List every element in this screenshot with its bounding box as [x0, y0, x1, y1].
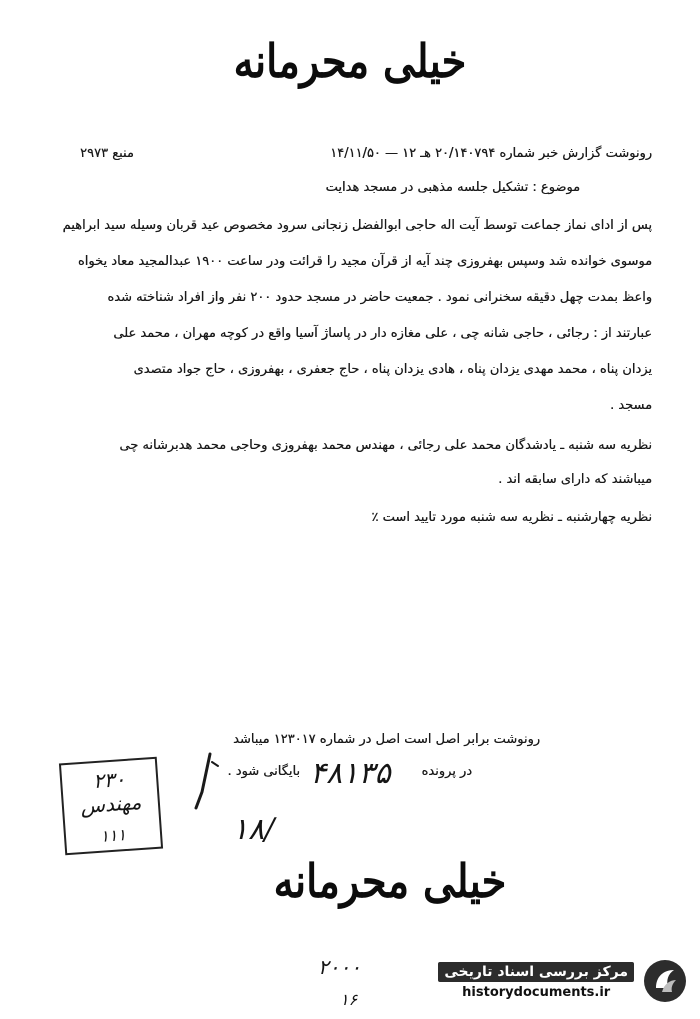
handwritten-check-mark	[188, 752, 228, 812]
report-reference-line	[330, 146, 652, 161]
opinion-wednesday-line: نظریه چهارشنبه ـ نظریه سه شنبه مورد تایید است ٪	[371, 510, 652, 525]
bottom-handwritten-scribble: ۲۰۰۰	[318, 955, 361, 979]
boxed-note-line-1: ۲۳۰ مهندس	[79, 766, 143, 819]
opinion-tuesday-line-2: میباشند که دارای سابقه اند .	[498, 472, 652, 487]
archive-logo-icon	[642, 958, 688, 1004]
filing-note: در پرونده	[421, 764, 472, 779]
archive-watermark	[388, 950, 688, 1012]
report-copy-number: رونوشت گزارش خبر شماره ۲۰/۱۴۰۷۹۴ هـ ۱۲ — ۱۴/۱۱/۵۰	[330, 146, 652, 161]
watermark-text	[438, 962, 634, 1000]
subject-line: موضوع : تشکیل جلسه مذهبی در مسجد هدایت	[325, 180, 580, 195]
boxed-handwritten-note	[59, 757, 163, 856]
body-line-4: عبارتند از : رجائی ، حاجی شانه چی ، علی مغازه دار در پاساژ آسیا واقع در کوچه مهران ، محمد علی	[113, 326, 652, 341]
body-line-6: مسجد .	[609, 398, 652, 413]
certified-copy-note: رونوشت برابر اصل است اصل در شماره ۱۲۳۰۱۷ میباشد	[233, 732, 540, 747]
source-number: منبع ۲۹۷۳	[80, 146, 134, 161]
body-line-2: موسوی خوانده شد وسپس بهفروزی چند آیه از قرآن مجید را قرائت ودر ساعت ۱۹۰۰ عبدالمجید معاد یخواه	[77, 254, 652, 269]
archive-file-number: ۴۸۱۳۵	[310, 756, 391, 791]
body-line-3: واعظ بمدت چهل دقیقه سخنرانی نمود . جمعیت حاضر در مسجد حدود ۲۰۰ نفر واز افراد شناخته شده	[107, 290, 652, 305]
body-line-1: پس از ادای نماز جماعت توسط آیت اله حاجی ابوالفضل زنجانی سرود مخصوص عید قربان وسیله سید ابراهیم	[62, 218, 652, 233]
classification-stamp-bottom: خیلی محرمانه	[273, 854, 507, 909]
archive-note: بایگانی شود .	[227, 764, 300, 779]
watermark-site: historydocuments.ir	[462, 985, 611, 1000]
boxed-note-line-2: ۱۱۱	[99, 825, 127, 846]
watermark-name: مرکز بررسی اسناد تاریخی	[438, 962, 634, 982]
handwritten-number: ۱۸/	[232, 812, 275, 847]
bottom-handwritten-number: ۱۶	[340, 990, 358, 1009]
opinion-tuesday-line-1: نظریه سه شنبه ـ یادشدگان محمد علی رجائی ، مهندس محمد بهفروزی وحاجی محمد هدبرشانه چی	[119, 438, 652, 453]
body-line-5: یزدان پناه ، محمد مهدی یزدان پناه ، هادی یزدان پناه ، حاج جعفری ، بهفروزی ، حاج جواد متصدی	[133, 362, 652, 377]
classification-stamp-top: خیلی محرمانه	[233, 34, 467, 89]
